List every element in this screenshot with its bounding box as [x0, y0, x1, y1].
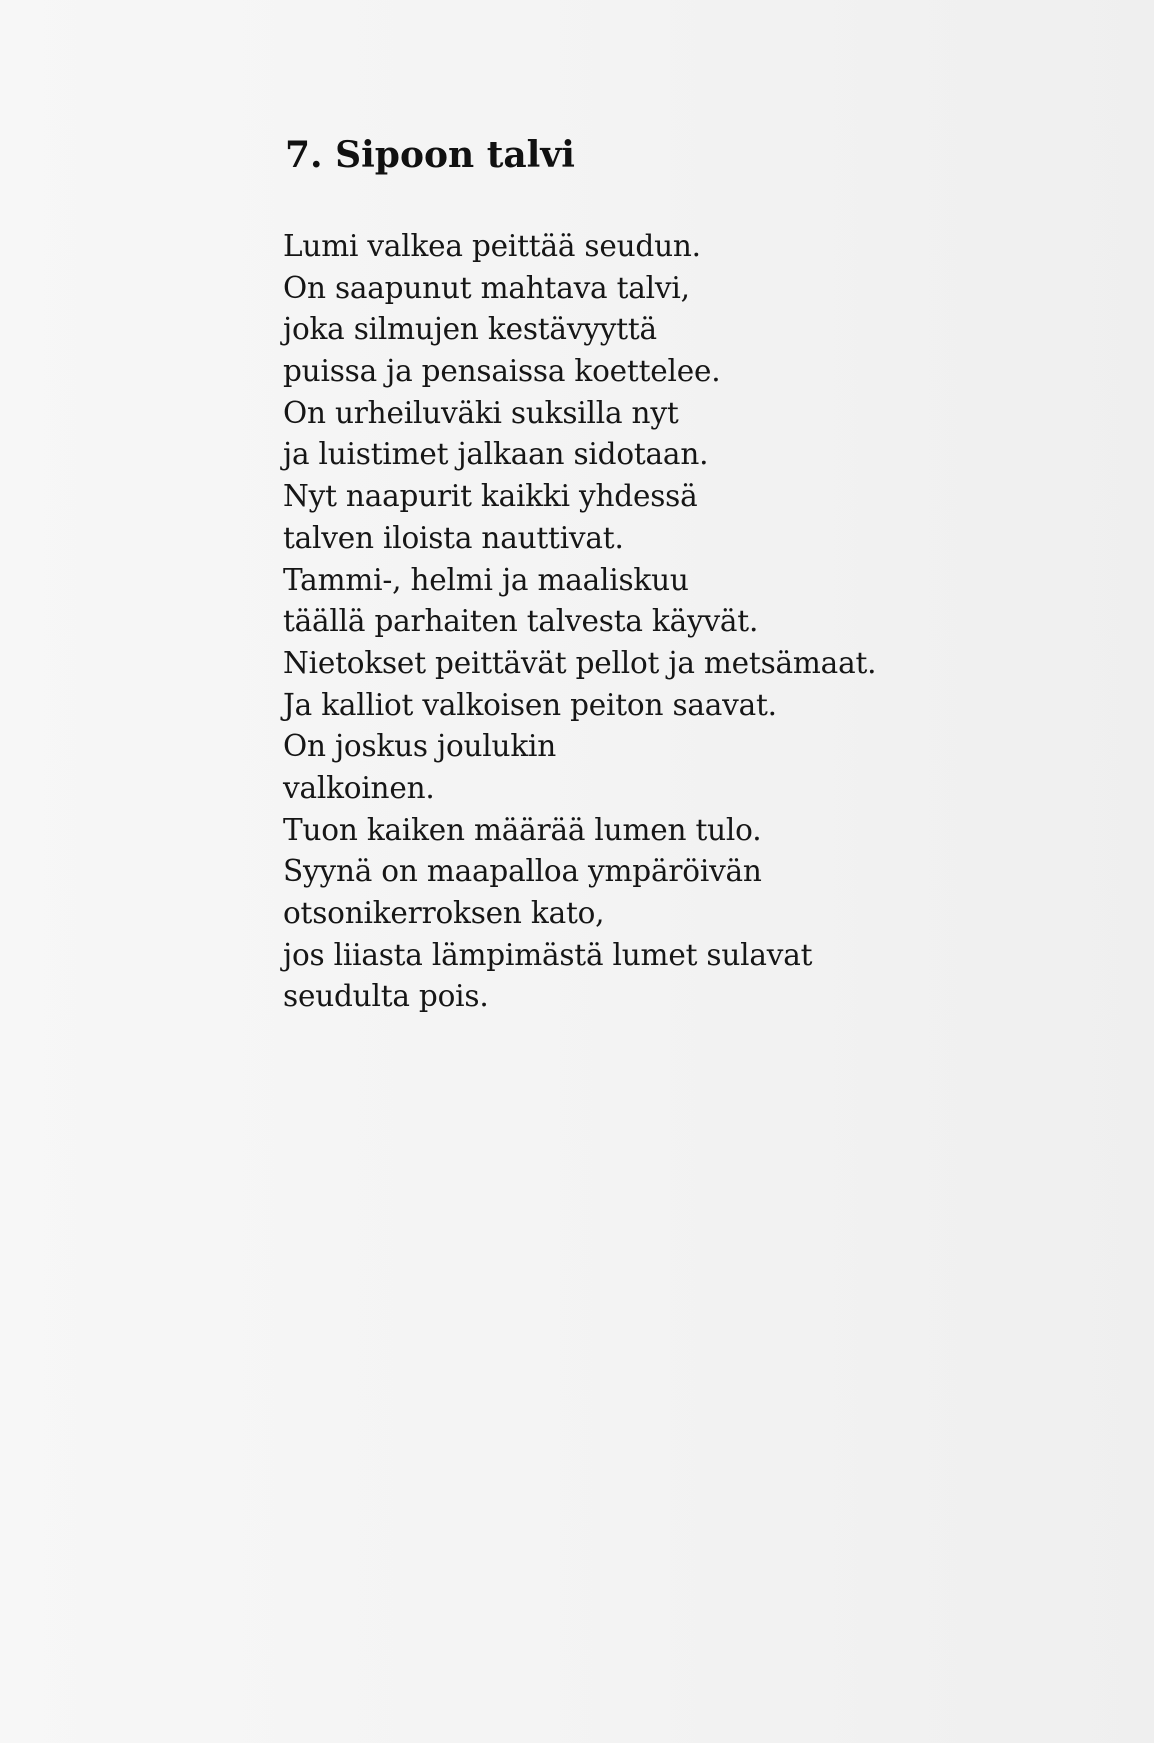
poem-line: Nietokset peittävät pellot ja metsämaat.	[283, 645, 877, 680]
poem-line: On urheiluväki suksilla nyt	[283, 395, 679, 430]
poem-line: Tuon kaiken määrää lumen tulo.	[283, 812, 762, 847]
poem-line: jos liiasta lämpimästä lumet sulavat	[283, 937, 813, 972]
poem-line: On saapunut mahtava talvi,	[283, 270, 690, 305]
poem-line: seudulta pois.	[283, 979, 489, 1014]
poem-title: 7. Sipoon talvi	[285, 134, 575, 176]
poem-line: Tammi-, helmi ja maaliskuu	[283, 562, 689, 597]
poem-line: talven iloista nauttivat.	[283, 520, 624, 555]
poem-line: täällä parhaiten talvesta käyvät.	[283, 604, 759, 639]
poem-line: valkoinen.	[283, 770, 435, 805]
poem-body	[283, 226, 876, 1018]
poem-line: Ja kalliot valkoisen peiton saavat.	[283, 687, 777, 722]
poem-line: puissa ja pensaissa koettelee.	[283, 354, 721, 389]
poem-line: Syynä on maapalloa ympäröivän	[283, 854, 762, 889]
poem-line: ja luistimet jalkaan sidotaan.	[283, 437, 709, 472]
poem-line: On joskus joulukin	[283, 729, 557, 764]
poem-line: Nyt naapurit kaikki yhdessä	[283, 479, 698, 514]
poem-line: Lumi valkea peittää seudun.	[283, 229, 701, 263]
poem-line: joka silmujen kestävyyttä	[283, 312, 657, 347]
poem-line: otsonikerroksen kato,	[283, 896, 605, 930]
